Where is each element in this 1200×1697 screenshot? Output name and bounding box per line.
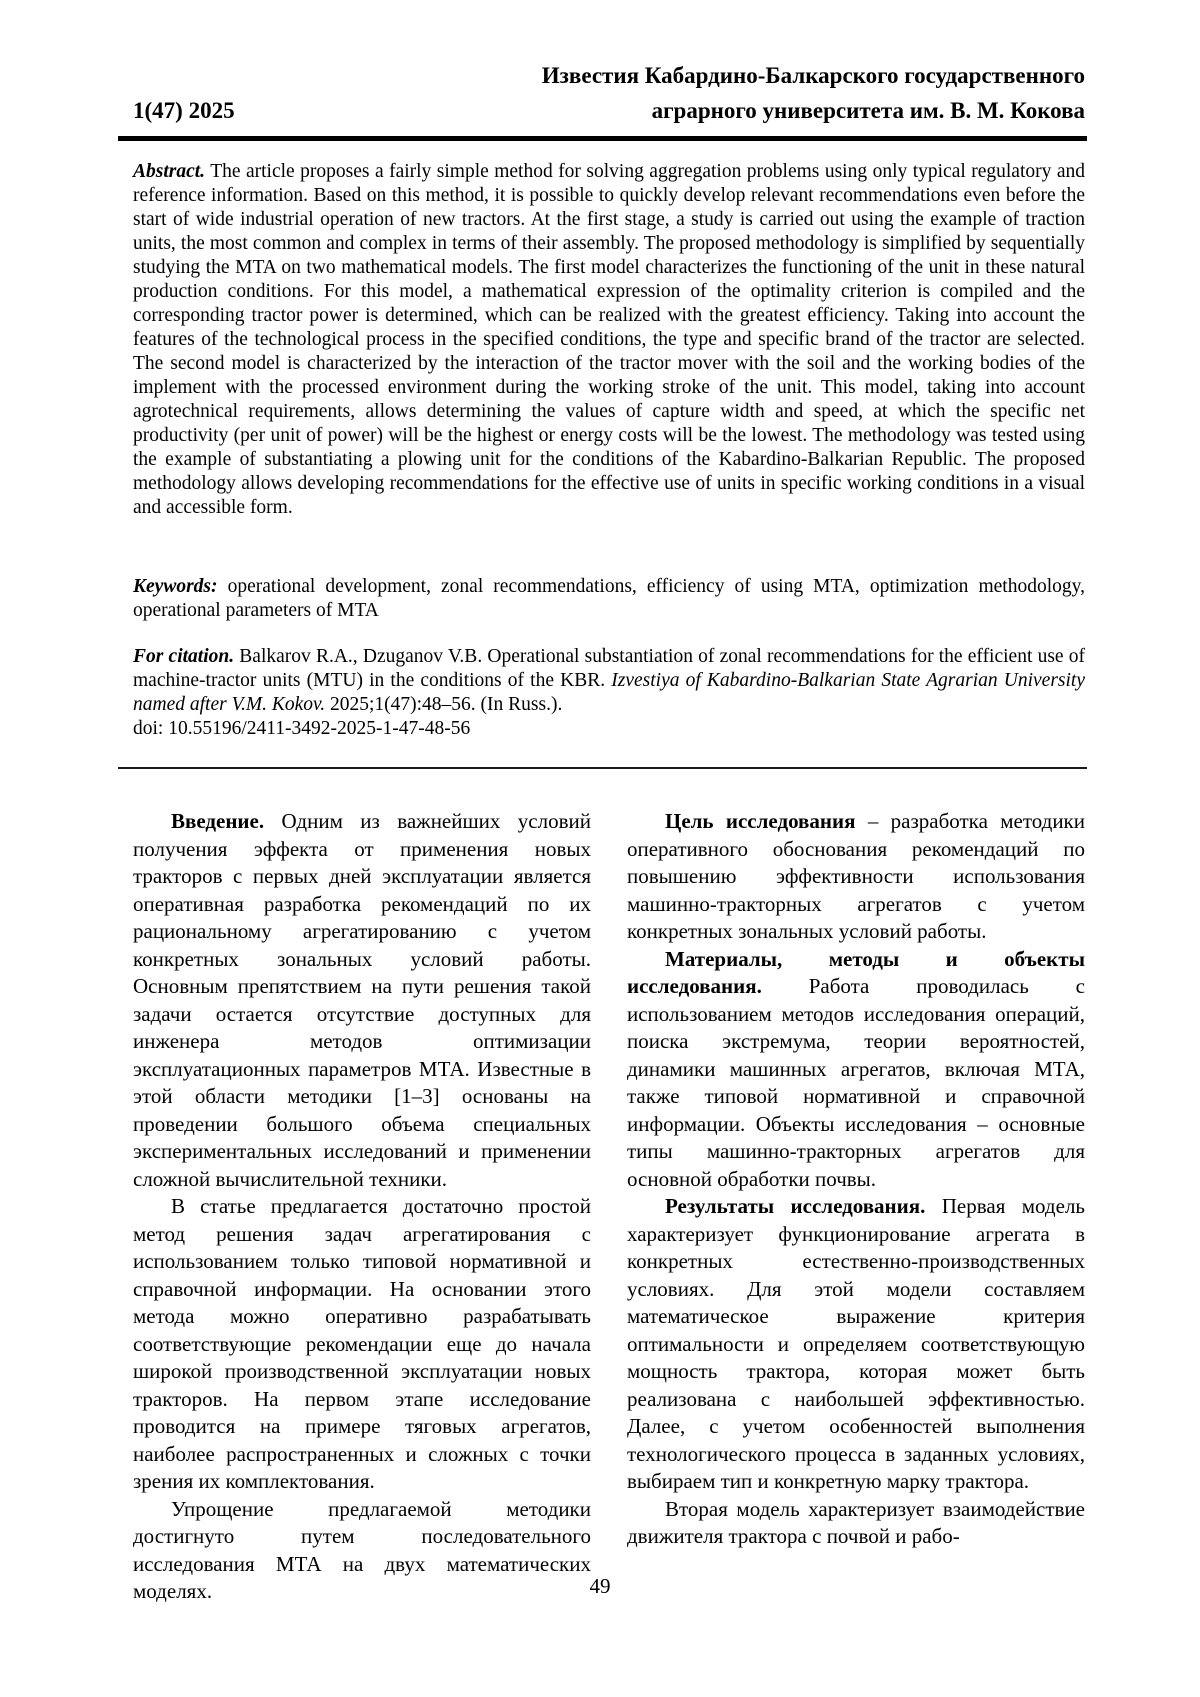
introduction-text: Одним из важнейших условий получения эффекта от применения новых тракторов с первых дней эксплуатации является оперативная разработка рекомендаций по их рациональному агрегатированию с учетом конкретных зональных условий работы. Основным препятствием на пути решения такой задачи остается отсутствие доступных для инженера методов оптимизации эксплуатационных параметров МТА. Известные в этой области методики [1–3] основаны на проведении большого объема специальных экспериментальных исследований и применении сложной вычислительной техники. [133,809,592,1191]
citation-doi: doi: 10.55196/2411-3492-2025-1-47-48-56 [133,718,471,739]
journal-title-line2: аграрного университета им. В. М. Кокова [651,98,1085,123]
results-text: Первая модель характеризует функционирование агрегата в конкретных естественно-производственных условиях. Для этой модели составляем математическое выражение критерия оптимальности и определяем соответствующую мощность трактора, которая может быть реализована с наибольшей эффективностью. Далее, с учетом особенностей выполнения технологического процесса в заданных условиях, выбираем тип и конкретную марку трактора. [627,1194,1085,1493]
page-header [133,58,1085,128]
simplification-text: Упрощение предлагаемой методики достигнуто путем последовательного исследования МТА на двух математических моделях. [133,1496,591,1603]
header-rule [118,136,1087,141]
results-paragraph [627,1193,1085,1496]
abstract-paragraph [133,160,1085,520]
keywords-paragraph [133,575,1085,623]
second-model-text: Вторая модель характеризует взаимодействие движителя трактора с почвой и рабо- [627,1496,1085,1548]
keywords-label: Keywords: [133,576,218,597]
citation-section [133,645,1085,741]
abstract-text: The article proposes a fairly simple method for solving aggregation problems using only typical regulatory and reference information. Based on this method, it is possible to quickly develop relevant recommendations even before the start of wide industrial operation of new tractors. At the first stage, a study is carried out using the example of traction units, the most common and complex in terms of their assembly. The proposed methodology is simplified by sequentially studying the MTA on two mathematical models. The first model characterizes the functioning of the unit in these natural production conditions. For this model, a mathematical expression of the optimality criterion is compiled and the corresponding tractor power is determined, which can be realized with the greatest efficiency. Taking into account the features of the technological process in the specified conditions, the type and specific brand of the tractor are selected. The second model is characterized by the interaction of the tractor mover with the soil and the working bodies of the implement with the processed environment during the working stroke of the unit. This model, taking into account agrotechnical requirements, allows determining the values of capture width and speed, at which the specific net productivity (per unit of power) will be the highest or energy costs will be the lowest. The methodology was tested using the example of substantiating a plowing unit for the conditions of the Kabardino-Balkarian Republic. The proposed methodology allows developing recommendations for the effective use of units in specific working conditions in a visual and accessible form. [133,161,1085,518]
divider-rule [118,767,1087,769]
citation-paragraph [133,645,1085,741]
journal-title-line1: Известия Кабардино-Балкарского государственного [541,63,1085,88]
materials-text: Работа проводилась с использованием методов исследования операций, поиска экстремума, теории вероятностей, динамики машинных агрегатов, включая МТА, также типовой нормативной и справочной информации. Объекты исследования – основные типы машинно-тракторных агрегатов для основной обработки почвы. [627,974,1085,1191]
citation-journal-name: Izvestiya of Kabardino-Balkarian State Agrarian University named after V.M. Kokov. [133,670,1085,715]
page-number: 49 [589,1574,611,1598]
right-column [627,808,1085,1580]
second-model-paragraph [627,1496,1085,1551]
keywords-section [133,575,1085,623]
journal-title [542,58,1085,128]
method-overview-text: В статье предлагается достаточно простой метод решения задач агрегатирования с использованием только типовой нормативной и справочной информации. На основании этого метода можно оперативно разрабатывать соответствующие рекомендации еще до начала широкой производственной эксплуатации новых тракторов. На первом этапе исследование проводится на примере тяговых агрегатов, наиболее распространенных и сложных с точки зрения их комплектования. [133,1194,591,1493]
materials-heading: Материалы, методы и объекты исследования. [627,946,1085,998]
introduction-paragraph [133,808,591,1193]
citation-text: Balkarov R.A., Dzuganov V.B. Operational substantiation of zonal recommendations for the efficient use of machine-tractor units (MTU) in the conditions of the KBR. [133,646,1086,691]
abstract-label: Abstract. [133,161,206,182]
left-column [133,808,592,1603]
materials-paragraph [627,946,1085,1194]
results-heading: Результаты исследования. [665,1194,926,1218]
goal-paragraph [627,808,1085,946]
issue-number: 1(47) 2025 [133,98,235,123]
keywords-text: operational development, zonal recommendations, efficiency of using MTA, optimization methodology, operational parameters of MTA [133,576,1086,621]
citation-reference: 2025;1(47):48–56. (In Russ.). [329,694,563,715]
goal-heading: Цель исследования [665,809,856,833]
citation-label: For citation. [133,646,235,667]
method-overview-paragraph [133,1193,591,1496]
goal-text: – разработка методики оперативного обоснования рекомендаций по повышению эффективности использования машинно-тракторных агрегатов с учетом конкретных зональных условий работы. [627,809,1085,943]
introduction-heading: Введение. [171,809,265,833]
abstract-section [133,160,1085,520]
